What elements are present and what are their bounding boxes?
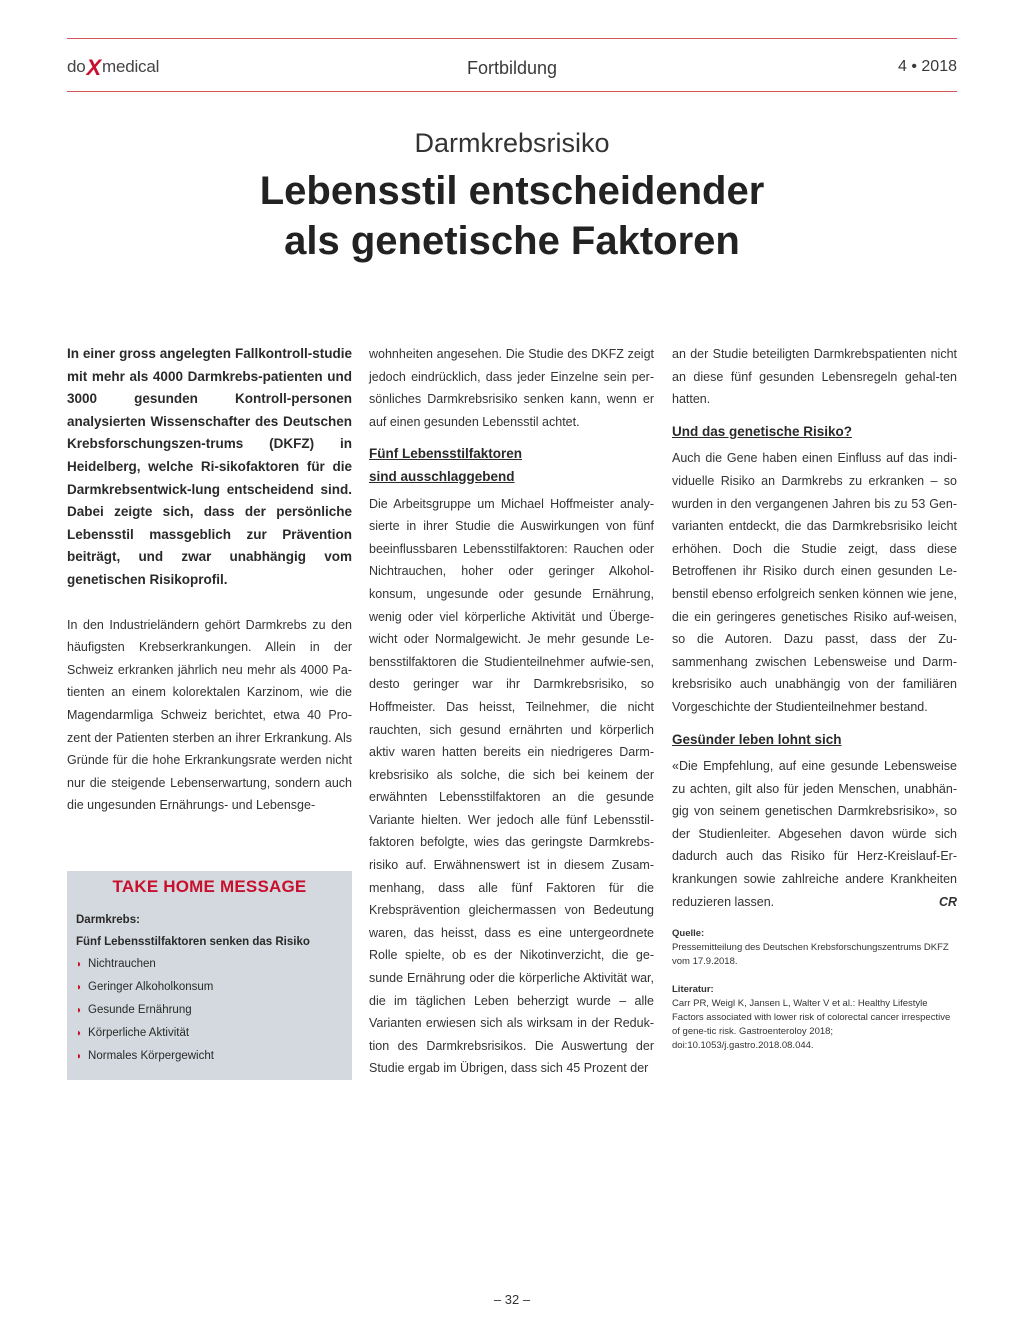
lead-paragraph: In einer gross angelegten Fallkontroll-studie mit mehr als 4000 Darmkrebs-patienten und 3000 gesunden Kontroll-personen analysierten Wissenschafter des Deutschen Krebsforschungszen-trums (DKFZ) in Heidelberg, welche Ri-sikofaktoren für die Darmkrebsentwick-lung entscheidend sind. Dabei zeigte sich, dass der persönliche Lebensstil massgeblich zur Prävention beiträgt, und zwar unabhängig vom genetischen Risikoprofil. [67, 346, 352, 587]
list-item: ◗ Nichtrauchen [76, 958, 156, 970]
list-item: ◗ Normales Körpergewicht [76, 1050, 214, 1062]
body-paragraph-1: In den Industrieländern gehört Darmkrebs zu den häufigsten Krebserkrankungen. Allein in der Schweiz erkranken jährlich neu mehr als 4000 Pa-tienten an einem kolorektalen Karzinom, wie die Magendarmliga Schweiz berichtet, etwa 40 Pro-zent der Patienten sterben an ihrer Erkrankung. Als Gründe für die hohe Erkrankungsrate werden nicht nur die steigende Lebenserwartung, sondern auch die ungesunden Ernährungs- und Lebensge- [67, 617, 352, 813]
body-paragraph-4: an der Studie beteiligten Darmkrebspatienten nicht an diese fünf gesunden Lebensregeln gehal-ten hatten. [672, 347, 957, 407]
take-home-heading [76, 909, 352, 953]
list-item: ◗ Körperliche Aktivität [76, 1027, 190, 1039]
source-label: Quelle: [672, 928, 705, 940]
top-rule [67, 38, 957, 39]
page-number: – 32 – [493, 1292, 531, 1307]
bullet-icon: ◗ [76, 959, 83, 970]
column-2 [369, 343, 654, 1080]
references [672, 927, 957, 1053]
header-rule [67, 91, 957, 92]
list-item: ◗ Geringer Alkoholkonsum [76, 981, 214, 993]
take-home-list [67, 953, 352, 1068]
body-paragraph-6: «Die Empfehlung, auf eine gesunde Lebensweise zu achten, gilt also für jeden Menschen, unabhän-gig von seinem genetischen Darmkrebsrisiko», so der Studienleiter. Abgesehen davon würde sich dadurch auch das Risiko für Herz-Kreislauf-Er-krankungen sowie zahlreiche andere Krankheiten reduzieren lassen. CR [672, 755, 957, 913]
section-title: Fortbildung [466, 58, 558, 78]
headline-line-2: als genetische Faktoren [284, 219, 740, 263]
logo-suffix: medical [102, 57, 160, 76]
subheading-genetic-risk: Und das genetische Risiko? [672, 423, 853, 439]
column-3 [672, 343, 957, 1053]
bullet-icon: ◗ [76, 1028, 83, 1039]
take-home-title: TAKE HOME MESSAGE [112, 877, 307, 896]
logo-prefix: do [67, 57, 86, 76]
literature-text: Carr PR, Weigl K, Jansen L, Walter V et al.: Healthy Lifestyle Factors associated with lower risk of colorectal cancer irrespective of gene-tic risk. Gastroenteroloy 2018; doi:10.1053/j.gastro.2018.08.044. [672, 998, 951, 1052]
source-text: Pressemitteilung des Deutschen Krebsforschungszentrums DKFZ vom 17.9.2018. [672, 942, 949, 968]
column-1 [67, 343, 352, 817]
list-item: ◗ Gesunde Ernährung [76, 1004, 192, 1016]
body-paragraph-5: Auch die Gene haben einen Einfluss auf das indi-viduelle Risiko an Darmkrebs zu erkranken – so wurden in den vergangenen Jahren bis zu 53 Gen-varianten entdeckt, die das Darmkrebsrisiko leicht erhöhen. Doch die Studie zeigt, dass diese Betroffenen ihr Risiko durch einen gesunden Le-benstil ebenso erfolgreich senken können wie jene, die ein geringeres genetisches Risiko auf-weisen, so die Autoren. Dazu passt, dass der Zu-sammenhang zwischen Lebensweise und Darm-krebsrisiko auch unabhängig von der familiären Vorgeschichte der Studienteilnehmer bestand. [672, 451, 957, 714]
bullet-icon: ◗ [76, 982, 83, 993]
literature-label: Literatur: [672, 984, 714, 996]
subheading-healthy-living: Gesünder leben lohnt sich [672, 731, 842, 747]
subheading-lifestyle-factors: Fünf Lebensstilfaktoren sind ausschlaggebend [369, 446, 523, 484]
logo-x: X [86, 55, 101, 80]
bullet-icon: ◗ [76, 1005, 83, 1016]
author-initials: CR [938, 894, 957, 909]
take-home-label: Darmkrebs: [76, 914, 140, 926]
body-paragraph-3: Die Arbeitsgruppe um Michael Hoffmeister analy-sierte in ihrer Studie die Auswirkungen von fünf beeinflussbaren Lebensstilfaktoren: Rauchen oder Nichtrauchen, hoher oder geringer Alkohol-konsum, ungesunde oder gesunde Ernährung, wenig oder viel körperliche Aktivität und Überge-wicht oder Normalgewicht. Je mehr gesunde Le-bensstilfaktoren die Studienteilnehmer aufwie-sen, desto geringer war ihr Darmkrebsrisiko, so Hoffmeister. Das heisst, Teilnehmer, die nicht rauchten, sich gesund ernährten und körperlich aktiv waren hatten bereits ein niedrigeres Darm-krebsrisiko als solche, die sich bei keinem der erwähnten Lebensstilfaktoren an die gesunde Variante hielten. Wer jedoch alle fünf Lebensstil-faktoren befolgte, wies das geringste Darmkrebs-risiko auf. Erwähnenswert ist in diesem Zusam-menhang, dass alle fünf Faktoren für die Krebsprävention gleichermassen von Bedeutung waren, das heisst, dass es eine untergeordnete Rolle spielte, ob es der Nikotinverzicht, die ge-sunde Ernährung oder die körperliche Aktivität war, die im täglichen Leben beherzigt wurde – alle Varianten erwiesen sich als wirksam in der Reduk-tion des Darmkrebsrisikos. Die Auswertung der Studie ergab im Übrigen, dass sich 45 Prozent der [369, 496, 654, 1076]
article-kicker: Darmkrebsrisiko [414, 128, 610, 158]
take-home-subtitle: Fünf Lebensstilfaktoren senken das Risiko [76, 936, 310, 948]
body-paragraph-2: wohnheiten angesehen. Die Studie des DKFZ zeigt jedoch eindrücklich, dass jeder Einzelne sein per-sönliches Darmkrebsrisiko senken kann, wenn er auf einen gesunden Lebensstil achtet. [369, 347, 654, 429]
headline-line-1: Lebensstil entscheidender [259, 169, 765, 213]
bullet-icon: ◗ [76, 1051, 83, 1062]
issue-number: 4 • 2018 [898, 58, 957, 75]
article-headline [0, 166, 1024, 266]
take-home-box [67, 871, 352, 1080]
